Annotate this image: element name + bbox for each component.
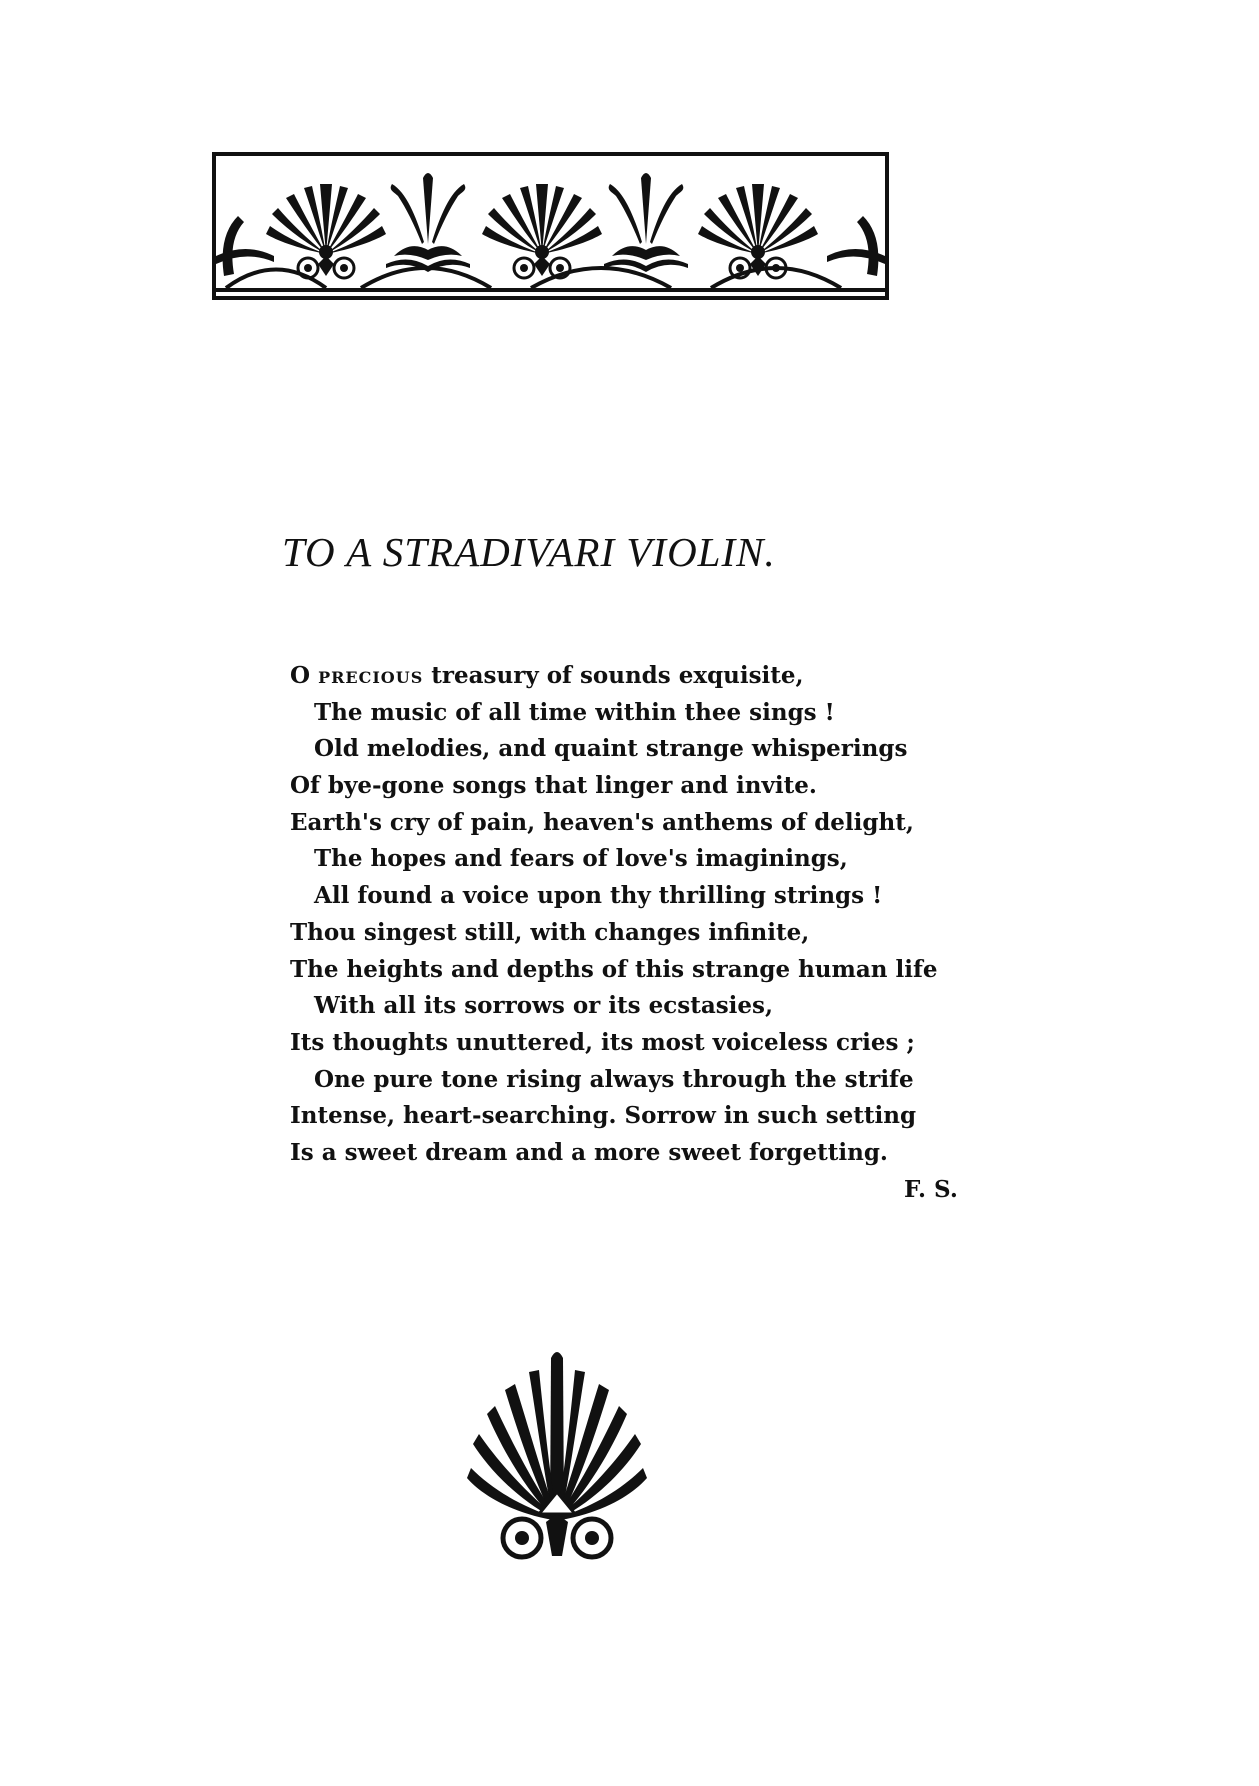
poem-line: The heights and depths of this strange human life xyxy=(290,955,938,983)
poem-line: The music of all time within thee sings ! xyxy=(314,698,835,726)
first-line-smallcaps: PRECIOUS xyxy=(318,668,424,687)
poem-line: Thou singest still, with changes infinite, xyxy=(290,918,810,946)
poem-line: Old melodies, and quaint strange whisperings xyxy=(314,735,908,763)
tail-ornament xyxy=(462,1350,652,1565)
poem-body xyxy=(290,658,990,1172)
poem-line: Its thoughts unuttered, its most voiceless cries ; xyxy=(290,1028,915,1056)
poem-line: Earth's cry of pain, heaven's anthems of delight, xyxy=(290,808,914,836)
header-ornament-frieze xyxy=(212,152,889,300)
poem-line: Of bye-gone songs that linger and invite. xyxy=(290,772,817,800)
poem-line: Intense, heart-searching. Sorrow in such setting xyxy=(290,1102,917,1130)
palmette-frieze-icon xyxy=(216,156,885,296)
poem-line xyxy=(290,658,990,695)
first-line-rest: treasury of sounds exquisite, xyxy=(431,662,804,689)
first-line-capital: O xyxy=(290,662,311,689)
poem-title: TO A STRADIVARI VIOLIN. xyxy=(282,529,776,575)
poem-line: With all its sorrows or its ecstasies, xyxy=(314,992,774,1020)
poem-line: Is a sweet dream and a more sweet forgetting. xyxy=(290,1138,888,1166)
poem-line: The hopes and fears of love's imaginings, xyxy=(314,845,848,873)
palmette-ornament-icon xyxy=(462,1350,652,1565)
signature: F. S. xyxy=(904,1176,958,1203)
poem-line: All found a voice upon thy thrilling strings ! xyxy=(314,882,883,910)
poem-line: One pure tone rising always through the strife xyxy=(314,1065,914,1093)
